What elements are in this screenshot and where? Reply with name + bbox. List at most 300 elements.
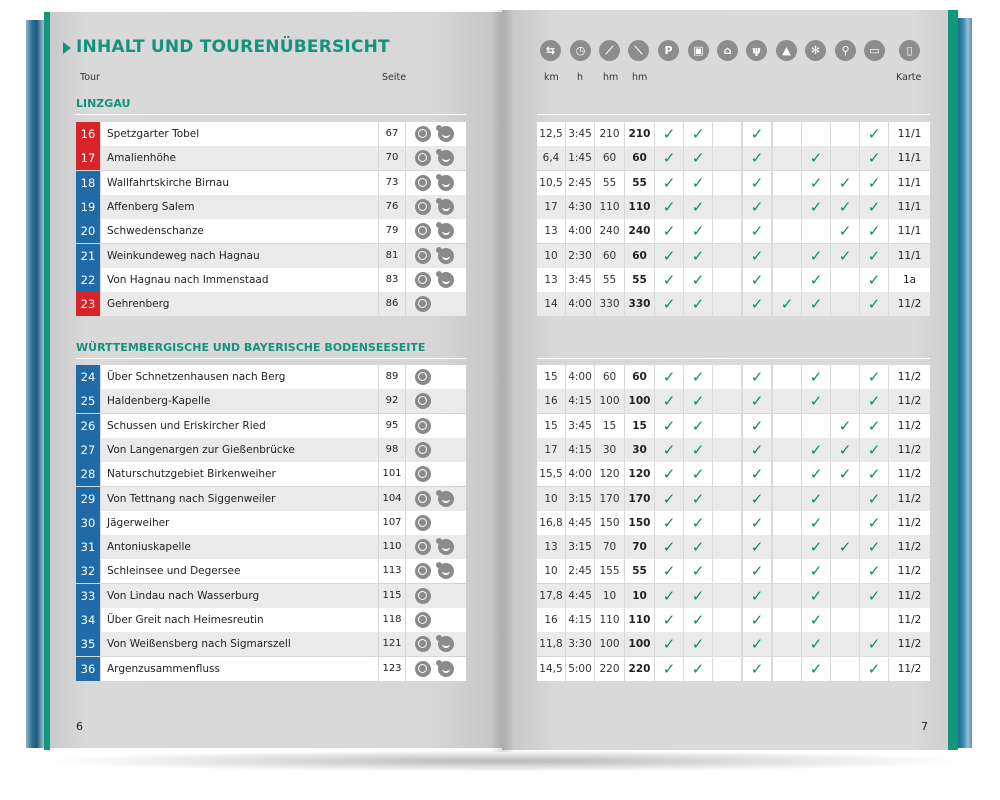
check-icon: ✓ — [860, 438, 888, 462]
tour-km: 15 — [537, 414, 565, 438]
tour-number: 17 — [76, 146, 100, 170]
tour-descent: 110 — [625, 195, 654, 219]
check-icon: ✓ — [655, 487, 683, 511]
tour-ascent: 100 — [595, 632, 624, 656]
check-icon: ✓ — [802, 657, 830, 681]
clock-badge-icon — [415, 369, 431, 385]
tour-name: Von Weißensberg nach Sigmarszell — [101, 632, 378, 656]
cable-car-icon: ⌂ — [717, 40, 738, 61]
check-icon: ✓ — [802, 146, 830, 170]
tour-map: 11/2 — [889, 292, 930, 316]
check-icon: ✓ — [860, 657, 888, 681]
tour-ascent: 110 — [595, 608, 624, 632]
check-icon: ✓ — [802, 462, 830, 486]
check-icon: ✓ — [860, 389, 888, 413]
tour-name: Schussen und Eriskircher Ried — [101, 414, 378, 438]
tour-descent: 220 — [625, 657, 654, 681]
tour-duration: 4:00 — [566, 462, 594, 486]
empty-cell — [773, 657, 801, 681]
tour-km: 10 — [537, 244, 565, 268]
empty-cell — [713, 122, 741, 146]
page-title: INHALT UND TOURENÜBERSICHT — [76, 37, 390, 57]
empty-cell — [831, 584, 859, 608]
tour-km: 17 — [537, 438, 565, 462]
tour-duration: 4:00 — [566, 365, 594, 389]
tour-duration: 4:15 — [566, 608, 594, 632]
table-row — [537, 292, 930, 316]
family-badge-icon — [438, 661, 454, 677]
table-row — [537, 511, 930, 535]
tour-km: 15 — [537, 365, 565, 389]
tour-number: 27 — [76, 438, 100, 462]
tour-map: 11/2 — [889, 414, 930, 438]
tour-map: 11/1 — [889, 146, 930, 170]
table-row — [537, 535, 930, 559]
empty-cell — [773, 171, 801, 195]
check-icon: ✓ — [684, 438, 712, 462]
page-number-left: 6 — [76, 720, 83, 733]
section-wuerttemberg-bayern: WÜRTTEMBERGISCHE UND BAYERISCHE BODENSEESEITE — [76, 341, 426, 354]
tour-icons — [406, 414, 466, 438]
table-row — [76, 122, 466, 146]
tour-ascent: 30 — [595, 438, 624, 462]
clock-badge-icon — [415, 466, 431, 482]
tour-name: Von Lindau nach Wasserburg — [101, 584, 378, 608]
tour-number: 35 — [76, 632, 100, 656]
check-icon: ✓ — [831, 414, 859, 438]
tour-km: 17,8 — [537, 584, 565, 608]
header-km: km — [544, 72, 559, 83]
check-icon: ✓ — [802, 389, 830, 413]
check-icon: ✓ — [831, 244, 859, 268]
tour-number: 33 — [76, 584, 100, 608]
empty-cell — [713, 462, 741, 486]
clock-icon: ◷ — [570, 40, 591, 61]
check-icon: ✓ — [655, 535, 683, 559]
check-icon: ✓ — [743, 292, 771, 316]
tour-name: Weinkundeweg nach Hagnau — [101, 244, 378, 268]
empty-cell — [831, 146, 859, 170]
check-icon: ✓ — [860, 584, 888, 608]
check-icon: ✓ — [655, 122, 683, 146]
empty-cell — [773, 632, 801, 656]
clock-badge-icon — [415, 661, 431, 677]
check-icon: ✓ — [655, 195, 683, 219]
tour-page: 70 — [379, 146, 405, 170]
table-row — [537, 122, 930, 146]
check-icon: ✓ — [684, 559, 712, 583]
empty-cell — [773, 219, 801, 243]
tour-name: Über Schnetzenhausen nach Berg — [101, 365, 378, 389]
check-icon: ✓ — [684, 365, 712, 389]
check-icon: ✓ — [860, 122, 888, 146]
empty-cell — [773, 559, 801, 583]
tour-number: 18 — [76, 171, 100, 195]
table-row — [76, 219, 466, 243]
check-icon: ✓ — [860, 146, 888, 170]
tour-ascent: 55 — [595, 171, 624, 195]
empty-cell — [773, 438, 801, 462]
tour-map: 11/1 — [889, 195, 930, 219]
tour-map: 11/2 — [889, 535, 930, 559]
check-icon: ✓ — [655, 462, 683, 486]
check-icon: ✓ — [802, 511, 830, 535]
table-row — [537, 487, 930, 511]
tour-name: Schleinsee und Degersee — [101, 559, 378, 583]
table-row — [76, 438, 466, 462]
empty-cell — [713, 195, 741, 219]
check-icon: ✓ — [743, 122, 771, 146]
check-icon: ✓ — [860, 365, 888, 389]
tour-icons — [406, 122, 466, 146]
empty-cell — [713, 146, 741, 170]
check-icon: ✓ — [860, 511, 888, 535]
parking-icon: P — [658, 40, 679, 61]
tour-page: 115 — [379, 584, 405, 608]
empty-cell — [860, 608, 888, 632]
empty-cell — [713, 219, 741, 243]
check-icon: ✓ — [743, 195, 771, 219]
tour-km: 15,5 — [537, 462, 565, 486]
check-icon: ✓ — [802, 535, 830, 559]
family-badge-icon — [438, 126, 454, 142]
check-icon: ✓ — [860, 219, 888, 243]
tour-name: Wallfahrtskirche Birnau — [101, 171, 378, 195]
check-icon: ✓ — [743, 244, 771, 268]
empty-cell — [773, 244, 801, 268]
tour-name: Jägerweiher — [101, 511, 378, 535]
empty-cell — [773, 511, 801, 535]
tour-page: 79 — [379, 219, 405, 243]
tour-number: 23 — [76, 292, 100, 316]
table-row — [76, 292, 466, 316]
clock-badge-icon — [415, 418, 431, 434]
tour-descent: 60 — [625, 244, 654, 268]
check-icon: ✓ — [743, 146, 771, 170]
check-icon: ✓ — [684, 146, 712, 170]
check-icon: ✓ — [860, 414, 888, 438]
check-icon: ✓ — [655, 146, 683, 170]
table-row — [537, 219, 930, 243]
tour-map: 11/2 — [889, 608, 930, 632]
tour-icons — [406, 535, 466, 559]
tour-km: 16,8 — [537, 511, 565, 535]
clock-badge-icon — [415, 199, 431, 215]
tour-descent: 330 — [625, 292, 654, 316]
tour-page: 95 — [379, 414, 405, 438]
tour-duration: 4:45 — [566, 584, 594, 608]
tour-number: 20 — [76, 219, 100, 243]
table-row — [537, 389, 930, 413]
tour-name: Affenberg Salem — [101, 195, 378, 219]
table-row — [76, 608, 466, 632]
bus-icon: ▣ — [688, 40, 709, 61]
empty-cell — [713, 657, 741, 681]
empty-cell — [831, 389, 859, 413]
empty-cell — [713, 268, 741, 292]
check-icon: ✓ — [655, 292, 683, 316]
empty-cell — [713, 365, 741, 389]
empty-cell — [713, 511, 741, 535]
tour-icons — [406, 511, 466, 535]
tour-km: 14,5 — [537, 657, 565, 681]
empty-cell — [773, 146, 801, 170]
tour-descent: 30 — [625, 438, 654, 462]
tour-duration: 4:45 — [566, 511, 594, 535]
tour-descent: 60 — [625, 365, 654, 389]
empty-cell — [713, 632, 741, 656]
check-icon: ✓ — [743, 632, 771, 656]
tour-map: 11/1 — [889, 171, 930, 195]
tour-name: Antoniuskapelle — [101, 535, 378, 559]
tour-descent: 10 — [625, 584, 654, 608]
check-icon: ✓ — [860, 632, 888, 656]
empty-cell — [773, 584, 801, 608]
check-icon: ✓ — [655, 559, 683, 583]
check-icon: ✓ — [684, 487, 712, 511]
tour-duration: 4:15 — [566, 389, 594, 413]
check-icon: ✓ — [743, 414, 771, 438]
section-divider — [537, 358, 930, 359]
table-row — [537, 268, 930, 292]
empty-cell — [713, 292, 741, 316]
empty-cell — [773, 122, 801, 146]
empty-cell — [831, 657, 859, 681]
check-icon: ✓ — [831, 219, 859, 243]
table-row — [76, 244, 466, 268]
check-icon: ✓ — [684, 195, 712, 219]
check-icon: ✓ — [743, 389, 771, 413]
tour-icons — [406, 292, 466, 316]
check-icon: ✓ — [684, 268, 712, 292]
check-icon: ✓ — [860, 462, 888, 486]
clock-badge-icon — [415, 272, 431, 288]
header-hm-down: hm — [632, 72, 648, 83]
tour-page: 83 — [379, 268, 405, 292]
tour-name: Spetzgarter Tobel — [101, 122, 378, 146]
tour-duration: 2:45 — [566, 559, 594, 583]
empty-cell — [831, 559, 859, 583]
empty-cell — [831, 292, 859, 316]
tour-km: 10 — [537, 487, 565, 511]
winter-icon: ✻ — [805, 40, 826, 61]
table-row — [537, 171, 930, 195]
tour-number: 36 — [76, 657, 100, 681]
tour-map: 11/1 — [889, 122, 930, 146]
tour-duration: 3:30 — [566, 632, 594, 656]
check-icon: ✓ — [655, 365, 683, 389]
table-row — [76, 462, 466, 486]
check-icon: ✓ — [743, 438, 771, 462]
check-icon: ✓ — [860, 535, 888, 559]
tour-page: 98 — [379, 438, 405, 462]
empty-cell — [773, 365, 801, 389]
clock-badge-icon — [415, 588, 431, 604]
ascent-icon: ⟋ — [599, 40, 620, 61]
tour-icons — [406, 584, 466, 608]
tour-icons — [406, 244, 466, 268]
tour-duration: 3:15 — [566, 487, 594, 511]
check-icon: ✓ — [655, 414, 683, 438]
header-karte: Karte — [896, 72, 922, 83]
check-icon: ✓ — [773, 292, 801, 316]
tour-icons — [406, 657, 466, 681]
check-icon: ✓ — [684, 244, 712, 268]
tour-name: Haldenberg-Kapelle — [101, 389, 378, 413]
check-icon: ✓ — [684, 219, 712, 243]
clock-badge-icon — [415, 612, 431, 628]
tour-descent: 110 — [625, 608, 654, 632]
tour-page: 101 — [379, 462, 405, 486]
clock-badge-icon — [415, 126, 431, 142]
empty-cell — [713, 584, 741, 608]
tour-km: 13 — [537, 219, 565, 243]
tour-descent: 55 — [625, 171, 654, 195]
section-divider — [76, 358, 466, 359]
clock-badge-icon — [415, 491, 431, 507]
check-icon: ✓ — [743, 608, 771, 632]
tour-page: 118 — [379, 608, 405, 632]
tour-number: 29 — [76, 487, 100, 511]
tour-page: 123 — [379, 657, 405, 681]
tour-page: 86 — [379, 292, 405, 316]
tour-number: 22 — [76, 268, 100, 292]
section-divider — [76, 114, 466, 115]
table-row — [537, 559, 930, 583]
table-row — [76, 268, 466, 292]
table-row — [76, 535, 466, 559]
check-icon: ✓ — [802, 608, 830, 632]
table-row — [76, 414, 466, 438]
tour-km: 13 — [537, 535, 565, 559]
check-icon: ✓ — [655, 511, 683, 535]
train-icon: ▭ — [864, 40, 885, 61]
empty-cell — [713, 559, 741, 583]
check-icon: ✓ — [684, 171, 712, 195]
check-icon: ✓ — [860, 292, 888, 316]
family-badge-icon — [438, 539, 454, 555]
check-icon: ✓ — [743, 535, 771, 559]
empty-cell — [831, 632, 859, 656]
tour-duration: 3:45 — [566, 268, 594, 292]
tour-duration: 2:45 — [566, 171, 594, 195]
tour-ascent: 330 — [595, 292, 624, 316]
tour-duration: 4:00 — [566, 292, 594, 316]
tour-number: 34 — [76, 608, 100, 632]
table-row — [537, 438, 930, 462]
table-row — [76, 657, 466, 681]
tour-km: 16 — [537, 389, 565, 413]
check-icon: ✓ — [684, 608, 712, 632]
tour-duration: 1:45 — [566, 146, 594, 170]
tour-ascent: 120 — [595, 462, 624, 486]
check-icon: ✓ — [743, 584, 771, 608]
tour-icons — [406, 389, 466, 413]
tour-ascent: 15 — [595, 414, 624, 438]
check-icon: ✓ — [860, 195, 888, 219]
tour-number: 16 — [76, 122, 100, 146]
empty-cell — [773, 268, 801, 292]
tour-name: Über Greit nach Heimesreutin — [101, 608, 378, 632]
tour-number: 19 — [76, 195, 100, 219]
check-icon: ✓ — [860, 244, 888, 268]
tour-ascent: 110 — [595, 195, 624, 219]
family-badge-icon — [438, 491, 454, 507]
summit-icon: ▲ — [776, 40, 797, 61]
header-hm-up: hm — [603, 72, 619, 83]
tour-name: Naturschutzgebiet Birkenweiher — [101, 462, 378, 486]
check-icon: ✓ — [860, 171, 888, 195]
empty-cell — [713, 608, 741, 632]
bicycle-icon: ⚲ — [835, 40, 856, 61]
book-gutter — [490, 10, 514, 752]
check-icon: ✓ — [831, 195, 859, 219]
table-row — [537, 632, 930, 656]
tour-page: 121 — [379, 632, 405, 656]
tour-duration: 4:30 — [566, 195, 594, 219]
tour-ascent: 100 — [595, 389, 624, 413]
tour-map: 11/1 — [889, 244, 930, 268]
check-icon: ✓ — [860, 487, 888, 511]
tour-icons — [406, 365, 466, 389]
check-icon: ✓ — [802, 487, 830, 511]
check-icon: ✓ — [802, 365, 830, 389]
tour-number: 30 — [76, 511, 100, 535]
tour-icons — [406, 438, 466, 462]
check-icon: ✓ — [655, 389, 683, 413]
tour-km: 17 — [537, 195, 565, 219]
tour-ascent: 150 — [595, 511, 624, 535]
empty-cell — [831, 268, 859, 292]
tour-duration: 5:00 — [566, 657, 594, 681]
table-row — [537, 195, 930, 219]
check-icon: ✓ — [655, 632, 683, 656]
check-icon: ✓ — [655, 584, 683, 608]
check-icon: ✓ — [743, 657, 771, 681]
empty-cell — [713, 389, 741, 413]
empty-cell — [773, 414, 801, 438]
table-row — [76, 389, 466, 413]
check-icon: ✓ — [860, 268, 888, 292]
table-row — [537, 146, 930, 170]
empty-cell — [802, 219, 830, 243]
tour-page: 89 — [379, 365, 405, 389]
empty-cell — [713, 438, 741, 462]
tour-descent: 60 — [625, 146, 654, 170]
empty-cell — [773, 389, 801, 413]
tour-ascent: 60 — [595, 365, 624, 389]
clock-badge-icon — [415, 248, 431, 264]
tour-number: 26 — [76, 414, 100, 438]
table-row — [537, 462, 930, 486]
empty-cell — [831, 608, 859, 632]
table-row — [76, 195, 466, 219]
empty-cell — [773, 608, 801, 632]
tour-map: 11/1 — [889, 219, 930, 243]
tour-ascent: 10 — [595, 584, 624, 608]
clock-badge-icon — [415, 150, 431, 166]
empty-cell — [773, 195, 801, 219]
tour-icons — [406, 146, 466, 170]
family-badge-icon — [438, 248, 454, 264]
signpost-icon: ⇆ — [540, 40, 561, 61]
tour-duration: 3:45 — [566, 414, 594, 438]
descent-icon: ⟍ — [628, 40, 649, 61]
tour-duration: 4:00 — [566, 219, 594, 243]
empty-cell — [802, 122, 830, 146]
empty-cell — [713, 414, 741, 438]
tour-icons — [406, 632, 466, 656]
